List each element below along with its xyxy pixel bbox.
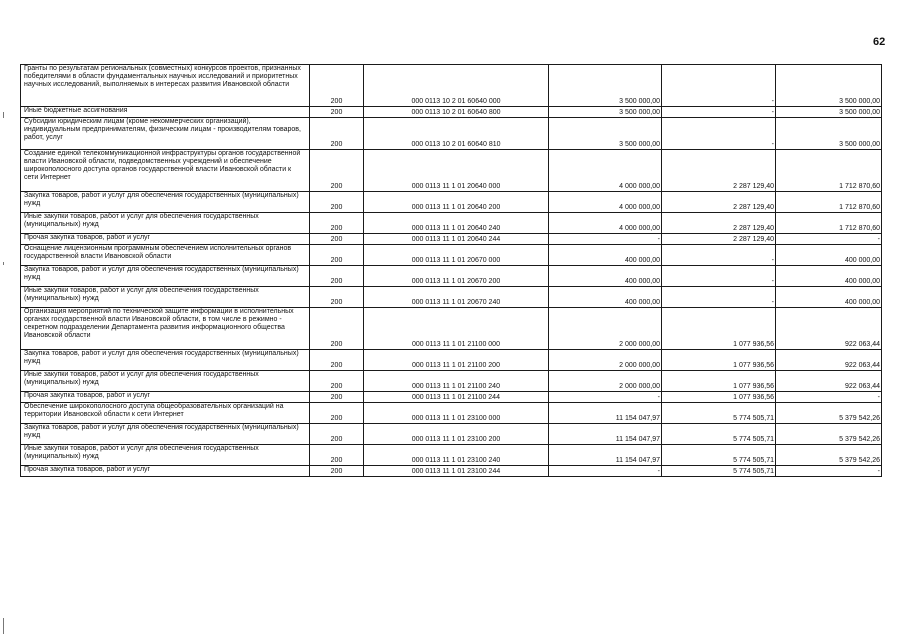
row-remaining-amount: 5 379 542,26 bbox=[776, 445, 882, 466]
row-description: Создание единой телекоммуникационной инфраструктуры органов государственной власти Ивановской области, подведомственных учреждений и обеспечение широкополосного доступа органов государственной власти Ивановской области к сети Интернет bbox=[21, 150, 310, 192]
row-executed-amount: 1 077 936,56 bbox=[662, 371, 776, 392]
page-number: 62 bbox=[873, 36, 886, 48]
row-budget-code: 000 0113 11 1 01 21100 200 bbox=[364, 350, 549, 371]
row-admin-code: 200 bbox=[310, 245, 364, 266]
row-description: Иные закупки товаров, работ и услуг для обеспечения государственных (муниципальных) нужд bbox=[21, 371, 310, 392]
row-admin-code: 200 bbox=[310, 403, 364, 424]
row-description: Прочая закупка товаров, работ и услуг bbox=[21, 392, 310, 403]
row-approved-amount: - bbox=[549, 234, 662, 245]
row-approved-amount: 4 000 000,00 bbox=[549, 213, 662, 234]
row-remaining-amount: 400 000,00 bbox=[776, 245, 882, 266]
row-executed-amount: 5 774 505,71 bbox=[662, 403, 776, 424]
budget-table-body bbox=[21, 65, 882, 477]
row-approved-amount: 11 154 047,97 bbox=[549, 445, 662, 466]
table-row bbox=[21, 466, 882, 477]
margin-mark bbox=[3, 112, 4, 118]
row-remaining-amount: 922 063,44 bbox=[776, 371, 882, 392]
row-remaining-amount: 400 000,00 bbox=[776, 266, 882, 287]
row-description: Закупка товаров, работ и услуг для обеспечения государственных (муниципальных) нужд bbox=[21, 350, 310, 371]
row-executed-amount: 5 774 505,71 bbox=[662, 445, 776, 466]
row-remaining-amount: 3 500 000,00 bbox=[776, 118, 882, 150]
row-executed-amount: - bbox=[662, 245, 776, 266]
row-remaining-amount: 1 712 870,60 bbox=[776, 192, 882, 213]
row-admin-code: 200 bbox=[310, 150, 364, 192]
row-approved-amount: 400 000,00 bbox=[549, 287, 662, 308]
row-description: Субсидии юридическим лицам (кроме некоммерческих организаций), индивидуальным предпринимателям, физическим лицам - производителям товаров, работ, услуг bbox=[21, 118, 310, 150]
row-remaining-amount: - bbox=[776, 234, 882, 245]
row-executed-amount: 1 077 936,56 bbox=[662, 308, 776, 350]
row-approved-amount: 4 000 000,00 bbox=[549, 192, 662, 213]
row-remaining-amount: 1 712 870,60 bbox=[776, 150, 882, 192]
table-row bbox=[21, 234, 882, 245]
row-approved-amount: - bbox=[549, 392, 662, 403]
row-description: Оснащение лицензионным программным обеспечением исполнительных органов государственной власти Ивановской области bbox=[21, 245, 310, 266]
row-description: Закупка товаров, работ и услуг для обеспечения государственных (муниципальных) нужд bbox=[21, 192, 310, 213]
row-admin-code: 200 bbox=[310, 65, 364, 107]
row-remaining-amount: 3 500 000,00 bbox=[776, 65, 882, 107]
table-row bbox=[21, 107, 882, 118]
table-row bbox=[21, 266, 882, 287]
row-description: Прочая закупка товаров, работ и услуг bbox=[21, 234, 310, 245]
row-executed-amount: 2 287 129,40 bbox=[662, 192, 776, 213]
table-row bbox=[21, 350, 882, 371]
table-row bbox=[21, 245, 882, 266]
row-approved-amount: 2 000 000,00 bbox=[549, 308, 662, 350]
row-admin-code: 200 bbox=[310, 424, 364, 445]
row-admin-code: 200 bbox=[310, 466, 364, 477]
table-row bbox=[21, 424, 882, 445]
row-budget-code: 000 0113 11 1 01 21100 244 bbox=[364, 392, 549, 403]
table-row bbox=[21, 392, 882, 403]
table-row bbox=[21, 308, 882, 350]
row-admin-code: 200 bbox=[310, 445, 364, 466]
row-description: Закупка товаров, работ и услуг для обеспечения государственных (муниципальных) нужд bbox=[21, 424, 310, 445]
row-description: Организация мероприятий по технической защите информации в исполнительных органах государственной власти Ивановской области, в том числе в режимно - секретном подразделении Департамента развития информационного общества Ивановской области bbox=[21, 308, 310, 350]
row-budget-code: 000 0113 11 1 01 20640 000 bbox=[364, 150, 549, 192]
row-admin-code: 200 bbox=[310, 192, 364, 213]
row-remaining-amount: 5 379 542,26 bbox=[776, 403, 882, 424]
row-executed-amount: 2 287 129,40 bbox=[662, 234, 776, 245]
table-row bbox=[21, 213, 882, 234]
table-row bbox=[21, 371, 882, 392]
table-row bbox=[21, 65, 882, 107]
row-budget-code: 000 0113 10 2 01 60640 800 bbox=[364, 107, 549, 118]
table-row bbox=[21, 118, 882, 150]
row-admin-code: 200 bbox=[310, 234, 364, 245]
table-row bbox=[21, 150, 882, 192]
row-budget-code: 000 0113 11 1 01 23100 244 bbox=[364, 466, 549, 477]
row-description: Закупка товаров, работ и услуг для обеспечения государственных (муниципальных) нужд bbox=[21, 266, 310, 287]
table-row bbox=[21, 192, 882, 213]
row-admin-code: 200 bbox=[310, 287, 364, 308]
row-budget-code: 000 0113 11 1 01 20640 244 bbox=[364, 234, 549, 245]
row-admin-code: 200 bbox=[310, 266, 364, 287]
row-approved-amount: 3 500 000,00 bbox=[549, 65, 662, 107]
row-budget-code: 000 0113 11 1 01 21100 000 bbox=[364, 308, 549, 350]
row-admin-code: 200 bbox=[310, 118, 364, 150]
row-budget-code: 000 0113 11 1 01 23100 240 bbox=[364, 445, 549, 466]
row-admin-code: 200 bbox=[310, 308, 364, 350]
row-admin-code: 200 bbox=[310, 371, 364, 392]
row-description: Обеспечение широкополосного доступа общеобразовательных организаций на территории Ивановской области к сети Интернет bbox=[21, 403, 310, 424]
row-budget-code: 000 0113 11 1 01 23100 000 bbox=[364, 403, 549, 424]
row-remaining-amount: 3 500 000,00 bbox=[776, 107, 882, 118]
row-description: Прочая закупка товаров, работ и услуг bbox=[21, 466, 310, 477]
table-row bbox=[21, 445, 882, 466]
row-admin-code: 200 bbox=[310, 107, 364, 118]
row-remaining-amount: 1 712 870,60 bbox=[776, 213, 882, 234]
row-description: Иные бюджетные ассигнования bbox=[21, 107, 310, 118]
row-executed-amount: - bbox=[662, 107, 776, 118]
row-executed-amount: - bbox=[662, 65, 776, 107]
row-admin-code: 200 bbox=[310, 213, 364, 234]
table-row bbox=[21, 403, 882, 424]
table-row bbox=[21, 287, 882, 308]
row-executed-amount: - bbox=[662, 287, 776, 308]
row-approved-amount: 11 154 047,97 bbox=[549, 424, 662, 445]
row-budget-code: 000 0113 10 2 01 60640 810 bbox=[364, 118, 549, 150]
row-executed-amount: 5 774 505,71 bbox=[662, 466, 776, 477]
row-budget-code: 000 0113 11 1 01 20640 200 bbox=[364, 192, 549, 213]
row-executed-amount: 2 287 129,40 bbox=[662, 213, 776, 234]
row-approved-amount: 2 000 000,00 bbox=[549, 371, 662, 392]
budget-table bbox=[20, 64, 882, 477]
row-executed-amount: 5 774 505,71 bbox=[662, 424, 776, 445]
row-budget-code: 000 0113 11 1 01 20670 200 bbox=[364, 266, 549, 287]
row-executed-amount: - bbox=[662, 118, 776, 150]
row-executed-amount: - bbox=[662, 266, 776, 287]
row-remaining-amount: 922 063,44 bbox=[776, 350, 882, 371]
row-executed-amount: 2 287 129,40 bbox=[662, 150, 776, 192]
row-description: Иные закупки товаров, работ и услуг для обеспечения государственных (муниципальных) нужд bbox=[21, 213, 310, 234]
row-remaining-amount: 400 000,00 bbox=[776, 287, 882, 308]
row-approved-amount: 3 500 000,00 bbox=[549, 118, 662, 150]
row-approved-amount: 3 500 000,00 bbox=[549, 107, 662, 118]
row-description: Гранты по результатам региональных (совместных) конкурсов проектов, признанных победителями в области фундаментальных научных исследований и приоритетных научных исследований, выполняемых в интересах развития Ивановской области bbox=[21, 65, 310, 107]
row-budget-code: 000 0113 11 1 01 20670 000 bbox=[364, 245, 549, 266]
row-remaining-amount: 5 379 542,26 bbox=[776, 424, 882, 445]
row-admin-code: 200 bbox=[310, 392, 364, 403]
row-admin-code: 200 bbox=[310, 350, 364, 371]
row-approved-amount: 4 000 000,00 bbox=[549, 150, 662, 192]
row-description: Иные закупки товаров, работ и услуг для обеспечения государственных (муниципальных) нужд bbox=[21, 445, 310, 466]
row-approved-amount: 11 154 047,97 bbox=[549, 403, 662, 424]
row-executed-amount: 1 077 936,56 bbox=[662, 392, 776, 403]
row-remaining-amount: 922 063,44 bbox=[776, 308, 882, 350]
row-budget-code: 000 0113 11 1 01 20640 240 bbox=[364, 213, 549, 234]
row-executed-amount: 1 077 936,56 bbox=[662, 350, 776, 371]
margin-mark bbox=[3, 262, 4, 265]
row-approved-amount: - bbox=[549, 466, 662, 477]
row-budget-code: 000 0113 11 1 01 23100 200 bbox=[364, 424, 549, 445]
row-approved-amount: 400 000,00 bbox=[549, 266, 662, 287]
row-remaining-amount: - bbox=[776, 392, 882, 403]
row-remaining-amount: - bbox=[776, 466, 882, 477]
row-budget-code: 000 0113 10 2 01 60640 000 bbox=[364, 65, 549, 107]
row-description: Иные закупки товаров, работ и услуг для обеспечения государственных (муниципальных) нужд bbox=[21, 287, 310, 308]
margin-mark bbox=[3, 618, 4, 634]
row-approved-amount: 400 000,00 bbox=[549, 245, 662, 266]
row-budget-code: 000 0113 11 1 01 21100 240 bbox=[364, 371, 549, 392]
row-budget-code: 000 0113 11 1 01 20670 240 bbox=[364, 287, 549, 308]
row-approved-amount: 2 000 000,00 bbox=[549, 350, 662, 371]
